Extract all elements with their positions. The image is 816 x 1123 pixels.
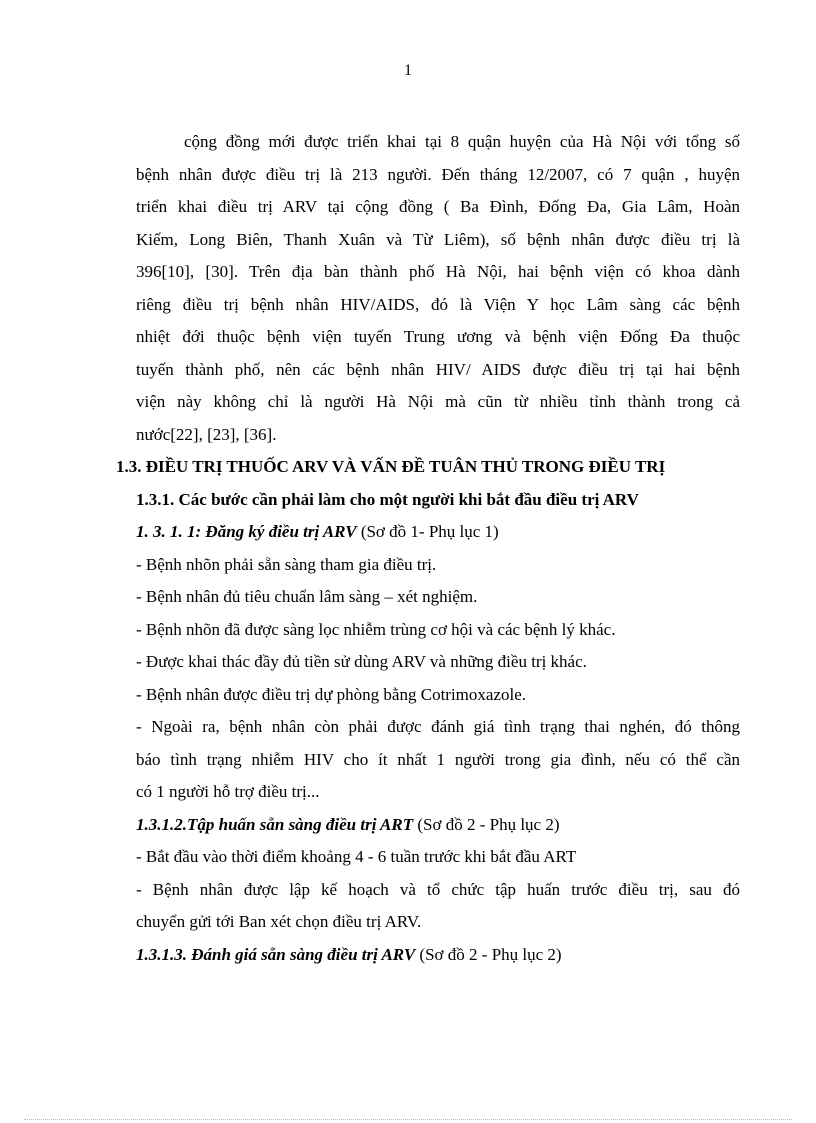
paragraph-line: - Ngoài ra, bệnh nhân còn phải được đánh giá tình trạng thai nghén, đó thông	[136, 717, 740, 736]
paragraph-line: - Bệnh nhân được lập kế hoạch và tổ chức tập huấn trước điều trị, sau đó	[136, 879, 740, 899]
bullet-line: - Bệnh nhân đủ tiêu chuẩn lâm sàng – xét nghiệm.	[136, 587, 478, 606]
item-heading-3-note: (Sơ đồ 2 - Phụ lục 2)	[415, 944, 562, 964]
item-heading-2-note: (Sơ đồ 2 - Phụ lục 2)	[413, 814, 560, 834]
intro-line: triển khai điều trị ARV tại cộng đồng ( Ba Đình, Đống Đa, Gia Lâm, Hoàn	[136, 197, 740, 216]
bullet-line: - Bệnh nhõn phải sẵn sàng tham gia điều trị.	[136, 554, 437, 574]
paragraph-line: báo tình trạng nhiễm HIV cho ít nhất 1 người trong gia đình, nếu có thể cần	[136, 749, 740, 769]
bullet-line: - Bệnh nhân được điều trị dự phòng bằng Cotrimoxazole.	[136, 684, 527, 704]
item-heading-2-title: 1.3.1.2.Tập huấn sẵn sàng điều trị ART	[136, 814, 414, 834]
item-heading-1-title: 1. 3. 1. 1: Đăng ký điều trị ARV	[136, 522, 357, 541]
subsection-heading: 1.3.1. Các bước cần phải làm cho một người khi bắt đầu điều trị ARV	[136, 489, 639, 509]
page-number: 1	[404, 62, 412, 79]
paragraph-line: chuyển gửi tới Ban xét chọn điều trị ARV.	[136, 912, 422, 931]
bullet-line: - Bắt đầu vào thời điểm khoảng 4 - 6 tuần trước khi bắt đầu ART	[136, 847, 577, 866]
item-heading-1-note: (Sơ đồ 1- Phụ lục 1)	[356, 522, 499, 541]
item-heading-1	[136, 516, 740, 549]
item-heading-2	[136, 809, 740, 842]
bullet-line: - Được khai thác đầy đủ tiền sử dùng ARV và những điều trị khác.	[136, 652, 587, 671]
bullet-line: - Bệnh nhõn đã được sàng lọc nhiễm trùng cơ hội và các bệnh lý khác.	[136, 619, 616, 639]
intro-line: Kiếm, Long Biên, Thanh Xuân và Từ Liêm), số bệnh nhân được điều trị là	[136, 229, 740, 249]
section-heading: 1.3. ĐIỀU TRỊ THUỐC ARV VÀ VẤN ĐỀ TUÂN THỦ TRONG ĐIỀU TRỊ	[116, 457, 666, 476]
intro-line: nhiệt đới thuộc bệnh viện tuyến Trung ương và bệnh viện Đống Đa thuộc	[136, 327, 740, 346]
intro-line: bệnh nhân được điều trị là 213 người. Đến tháng 12/2007, có 7 quận , huyện	[136, 164, 740, 184]
paragraph-line: có 1 người hỗ trợ điều trị...	[136, 782, 320, 801]
intro-line: riêng điều trị bệnh nhân HIV/AIDS, đó là Viện Y học Lâm sàng các bệnh	[136, 294, 740, 314]
item-heading-3-title: 1.3.1.3. Đánh giá sẵn sàng điều trị ARV	[136, 944, 416, 964]
intro-line: cộng đồng mới được triển khai tại 8 quận huyện của Hà Nội với tổng số	[184, 132, 740, 151]
document-body	[116, 126, 740, 971]
page-bottom-divider	[24, 1119, 792, 1120]
intro-line: viện này không chỉ là người Hà Nội mà cũn từ nhiều tỉnh thành trong cả	[136, 392, 740, 411]
intro-line: tuyến thành phố, nên các bệnh nhân HIV/ AIDS được điều trị tại hai bệnh	[136, 359, 740, 379]
item-heading-3	[136, 939, 740, 972]
intro-line: 396[10], [30]. Trên địa bàn thành phố Hà Nội, hai bệnh viện có khoa dành	[136, 262, 740, 281]
intro-line: nước[22], [23], [36].	[136, 424, 277, 444]
